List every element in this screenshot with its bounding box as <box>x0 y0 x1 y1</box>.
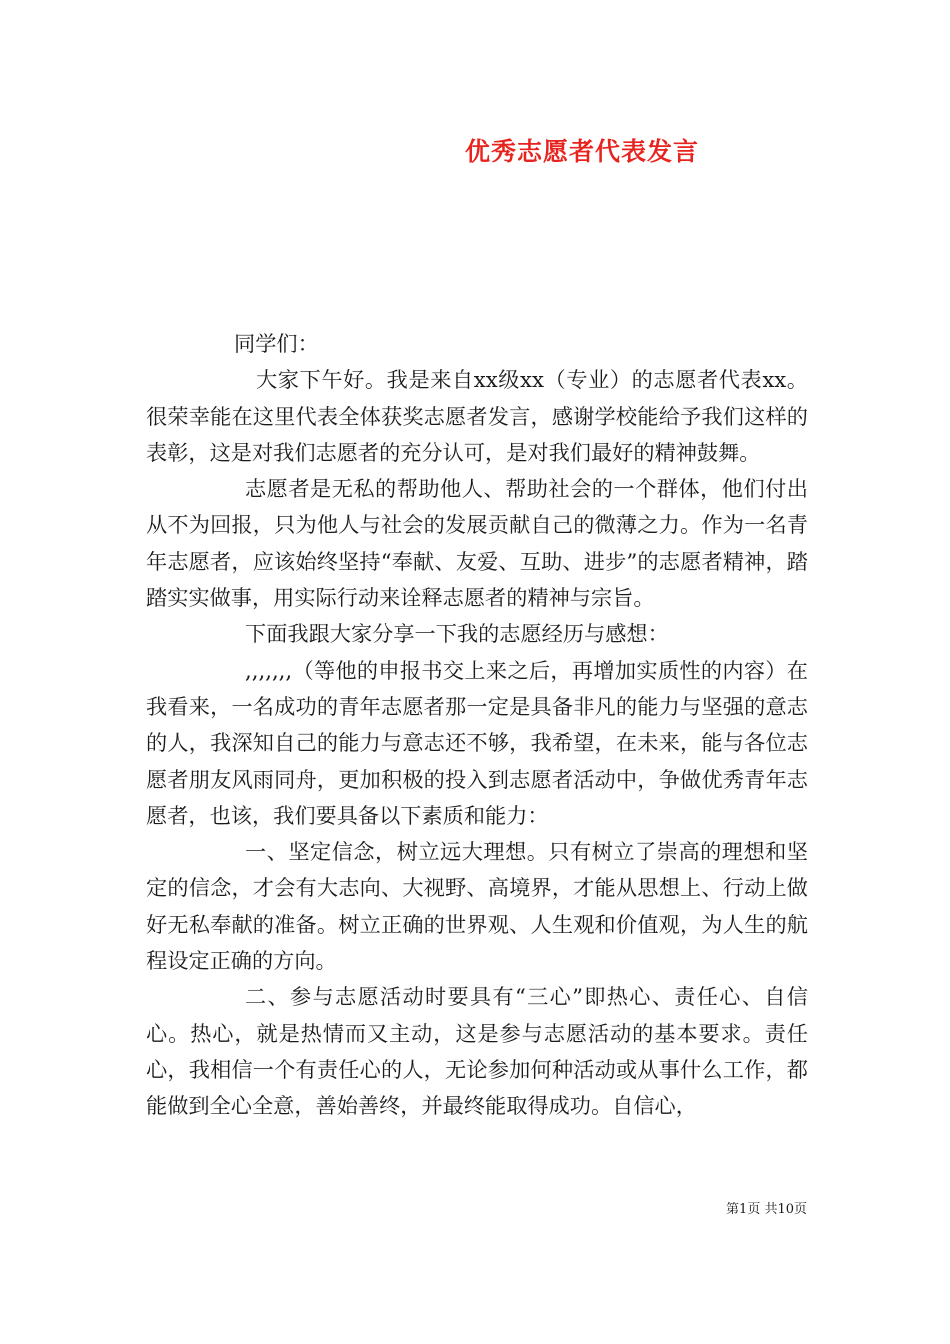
document-body <box>146 326 808 1125</box>
paragraph-share-intro: 下面我跟大家分享一下我的志愿经历与感想： <box>245 621 669 647</box>
greeting: 同学们： <box>234 331 319 356</box>
page-number-footer: 第1页 共10页 <box>726 1202 807 1217</box>
paragraph-experience: ,,,,,,,（等他的申报书交上来之后，再增加实质性的内容）在我看来，一名成功的青年志愿者那一定是具备非凡的能力与坚强的意志的人，我深知自己的能力与意志还不够，我希望，在未来，能与各位志愿者朋友风雨同舟，更加积极的投入到志愿者活动中，争做优秀青年志愿者，也该，我们要具备以下素质和能力： <box>146 657 808 828</box>
paragraph-point-two: 二、参与志愿活动时要具有“三心”即热心、责任心、自信心。热心，就是热情而又主动，这是参与志愿活动的基本要求。责任心，我相信一个有责任心的人，无论参加何种活动或从事什么工作，都能做到全心全意，善始善终，并最终能取得成功。自信心， <box>146 984 808 1119</box>
paragraph-intro: 大家下午好。我是来自xx级xx（专业）的志愿者代表xx。很荣幸能在这里代表全体获奖志愿者发言，感谢学校能给予我们这样的表彰，这是对我们志愿者的充分认可，是对我们最好的精神鼓舞。 <box>146 367 808 465</box>
document-title: 优秀志愿者代表发言 <box>464 137 699 166</box>
paragraph-point-one: 一、坚定信念，树立远大理想。只有树立了崇高的理想和坚定的信念，才会有大志向、大视野、高境界，才能从思想上、行动上做好无私奉献的准备。树立正确的世界观、人生观和价值观，为人生的航程设定正确的方向。 <box>146 839 808 974</box>
paragraph-volunteer-definition: 志愿者是无私的帮助他人、帮助社会的一个群体，他们付出从不为回报，只为他人与社会的发展贡献自己的微薄之力。作为一名青年志愿者，应该始终坚持“奉献、友爱、互助、进步”的志愿者精神，踏踏实实做事，用实际行动来诠释志愿者的精神与宗旨。 <box>146 476 808 611</box>
